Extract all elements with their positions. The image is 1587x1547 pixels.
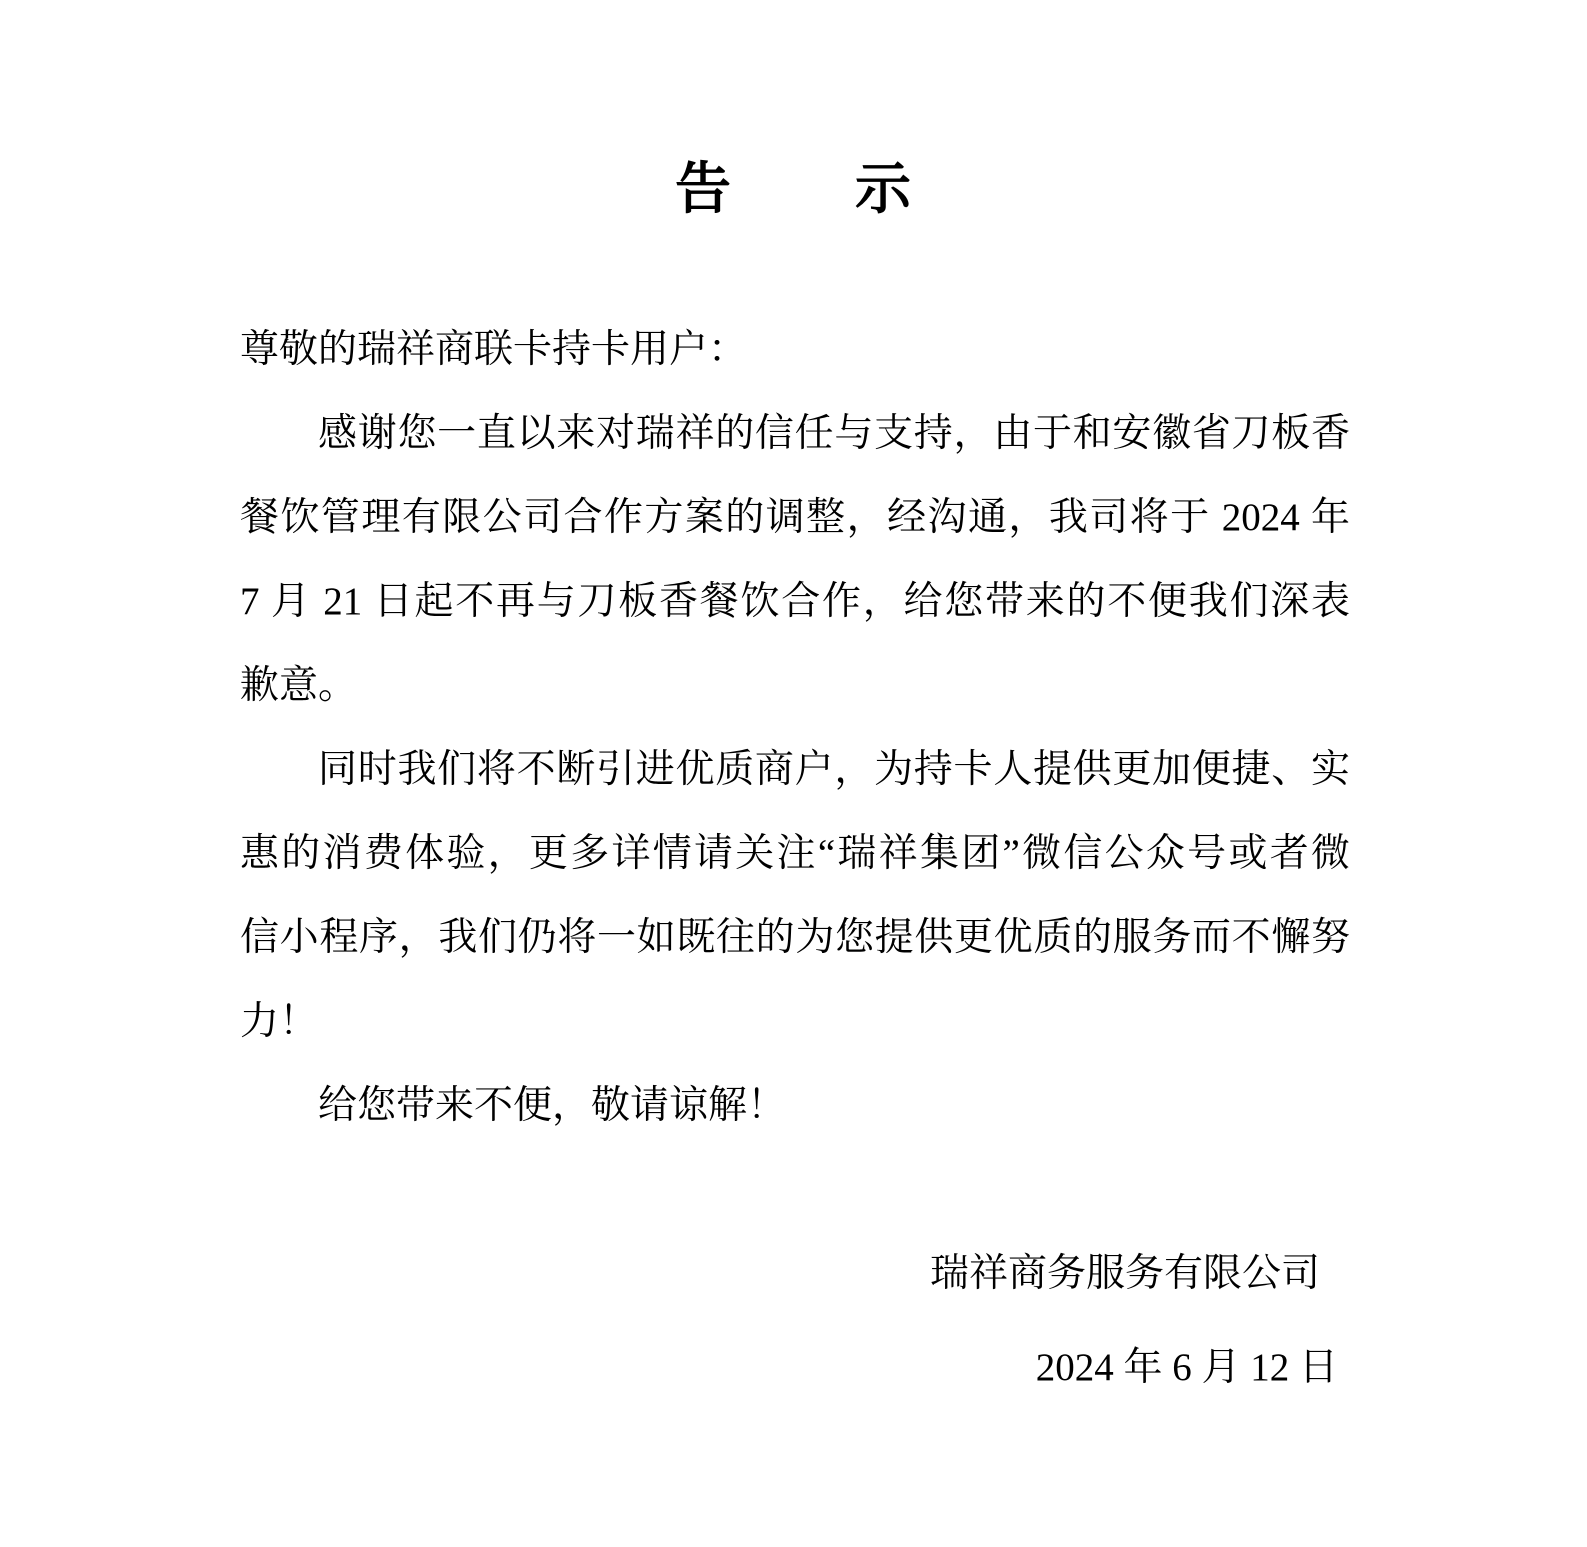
paragraph-line: 同时我们将不断引进优质商户，为持卡人提供更加便捷、实 [318,748,1350,791]
paragraph-line: 给您带来不便，敬请谅解！ [318,1084,787,1127]
paragraph-line: 力！ [240,1000,319,1043]
notice-body [240,308,1350,1148]
paragraph-line: 感谢您一直以来对瑞祥的信任与支持，由于和安徽省刀板香 [318,412,1350,455]
paragraph-line: 惠的消费体验，更多详情请关注“瑞祥集团”微信公众号或者微 [240,832,1350,875]
paragraph-line: 7 月 21 日起不再与刀板香餐饮合作，给您带来的不便我们深表 [240,580,1350,623]
paragraph-line: 餐饮管理有限公司合作方案的调整，经沟通，我司将于 2024 年 [240,496,1350,539]
signature-date: 2024 年 6 月 12 日 [1035,1346,1338,1389]
paragraph-line: 尊敬的瑞祥商联卡持卡用户： [240,328,748,371]
paragraph-line: 歉意。 [240,664,358,707]
page-title: 告 示 [675,159,915,221]
signature-company: 瑞祥商务服务有限公司 [929,1252,1320,1295]
paragraph-line: 信小程序，我们仍将一如既往的为您提供更优质的服务而不懈努 [240,916,1350,959]
